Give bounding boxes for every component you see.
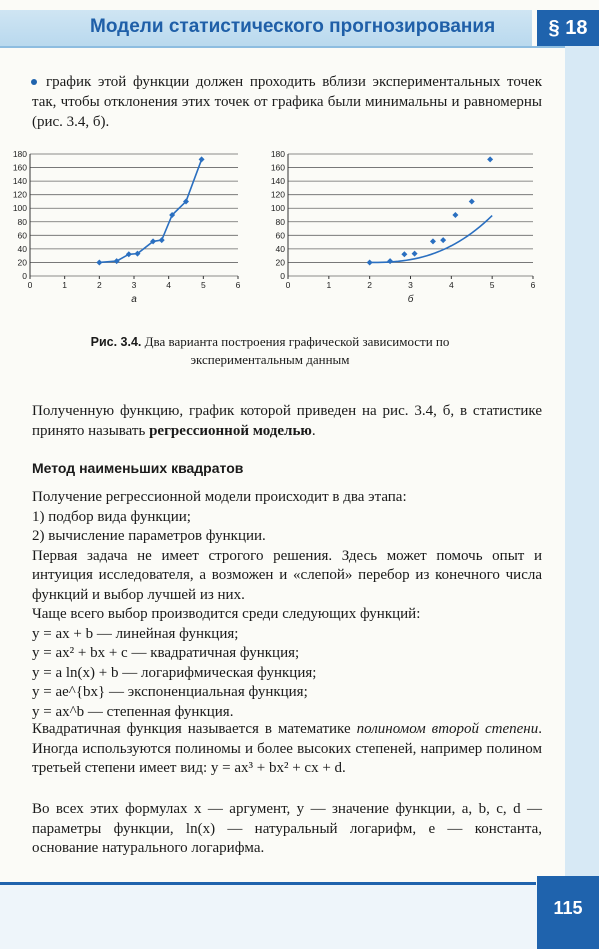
figure-caption (40, 333, 500, 368)
x-tick-label: 4 (166, 280, 172, 290)
header-rule (0, 46, 565, 48)
paragraph-regression (32, 402, 542, 441)
footer-band (0, 885, 537, 949)
p1-bold: регрессионной моделью (149, 422, 312, 439)
p5-end: . Иногда используются полиномы и более высоких степеней, например полином третьей степени имеет вид: y = ax³ + bx² + cx + d. (32, 721, 542, 776)
data-point (440, 237, 446, 243)
bullet-paragraph (32, 72, 542, 132)
data-point (401, 251, 407, 257)
x-tick-label: 5 (200, 280, 206, 290)
x-tick-label: 1 (326, 280, 332, 290)
data-point (452, 212, 458, 218)
y-tick-label: 120 (12, 189, 27, 200)
y-tick-label: 80 (17, 216, 27, 227)
chart-b (262, 146, 547, 316)
bullet-text: график этой функции должен проходить вблизи экспериментальных точек так, чтобы отклонения этих точек от графика были минимальны и равномерны (рис. 3.4, б). (32, 74, 542, 130)
side-margin-bar (565, 46, 599, 876)
y-tick-label: 180 (270, 149, 285, 159)
y-tick-label: 100 (270, 203, 285, 214)
y-tick-label: 160 (12, 162, 27, 173)
p2: Получение регрессионной модели происходит в два этапа: (32, 489, 407, 505)
data-point (367, 259, 373, 265)
y-tick-label: 40 (17, 243, 27, 254)
y-tick-label: 0 (22, 271, 27, 281)
x-tick-label: 2 (367, 280, 373, 290)
formula-linear: y = ax + b — линейная функция; (32, 625, 239, 642)
y-tick-label: 60 (275, 230, 285, 241)
caption-text: Два варианта построения графической зависимости по экспериментальным данным (144, 334, 450, 367)
formula-power: y = ax^b — степенная функция. (32, 703, 234, 720)
formula-quadratic: y = ax² + bx + c — квадратичная функция; (32, 645, 300, 661)
y-tick-label: 100 (12, 203, 27, 214)
step-2: 2) вычисление параметров функции. (32, 528, 266, 544)
y-tick-label: 40 (275, 243, 285, 254)
x-tick-label: 4 (448, 280, 454, 290)
caption-label: Рис. 3.4. (90, 335, 142, 349)
method-block (32, 488, 542, 722)
formula-exp: y = ae^{bx} — экспоненциальная функция; (32, 684, 308, 700)
x-tick-label: 2 (96, 280, 102, 290)
p4: Чаще всего выбор производится среди следующих функций: (32, 606, 421, 622)
chart-a (4, 146, 252, 316)
y-tick-label: 60 (17, 230, 27, 241)
p1-end: . (311, 422, 316, 439)
data-point (159, 237, 165, 243)
paragraph-notation: Во всех этих формулах x — аргумент, y — значение функции, a, b, c, d — параметры функции, ln(x) — натуральный логарифм, e — константа, основание натурального логарифма. (32, 801, 542, 856)
x-tick-label: 5 (489, 280, 495, 290)
y-tick-label: 180 (12, 149, 27, 159)
data-point (487, 156, 493, 162)
section-heading: Метод наименьших квадратов (32, 460, 244, 476)
paragraph-polynomial (32, 720, 542, 779)
x-tick-label: 3 (131, 280, 137, 290)
data-point (126, 251, 132, 257)
x-tick-label: 6 (235, 280, 241, 290)
p1-start: Полученную функцию, график которой приведен на рис. 3.4, б, в статистике принято называть (32, 403, 542, 439)
y-tick-label: 20 (17, 257, 27, 268)
step-1: 1) подбор вида функции; (32, 508, 191, 525)
section-number: § 18 (537, 10, 599, 46)
data-point (412, 251, 418, 257)
panel-label: а (131, 294, 137, 305)
x-tick-label: 3 (408, 280, 413, 290)
y-tick-label: 160 (270, 162, 285, 173)
data-point (96, 259, 102, 265)
page-header-title: Модели статистического прогнозирования (90, 16, 496, 37)
x-tick-label: 0 (27, 280, 33, 290)
y-tick-label: 140 (12, 176, 27, 187)
y-tick-label: 140 (270, 176, 285, 187)
page-number: 115 (537, 876, 599, 949)
p5-italic: полиномом второй степени (356, 721, 539, 737)
series-line (99, 159, 201, 262)
y-tick-label: 0 (280, 271, 285, 281)
data-point (114, 258, 120, 264)
trend-line (370, 216, 493, 263)
p3: Первая задача не имеет строгого решения. Здесь может помочь опыт и интуиция исследователя, а возможен и «слепой» перебор из конечного числа функций и выбор лучшей из них. (32, 547, 542, 603)
y-tick-label: 120 (270, 189, 285, 200)
panel-label: б (407, 294, 414, 305)
formula-log: y = a ln(x) + b — логарифмическая функция; (32, 664, 317, 681)
x-tick-label: 0 (285, 280, 291, 290)
x-tick-label: 1 (62, 280, 68, 290)
p5-start: Квадратичная функция называется в математике (32, 721, 357, 737)
data-point (387, 258, 393, 264)
x-tick-label: 6 (530, 280, 536, 290)
data-point (199, 156, 205, 162)
data-point (430, 238, 436, 244)
data-point (469, 198, 475, 204)
y-tick-label: 20 (275, 257, 285, 268)
y-tick-label: 80 (275, 216, 285, 227)
